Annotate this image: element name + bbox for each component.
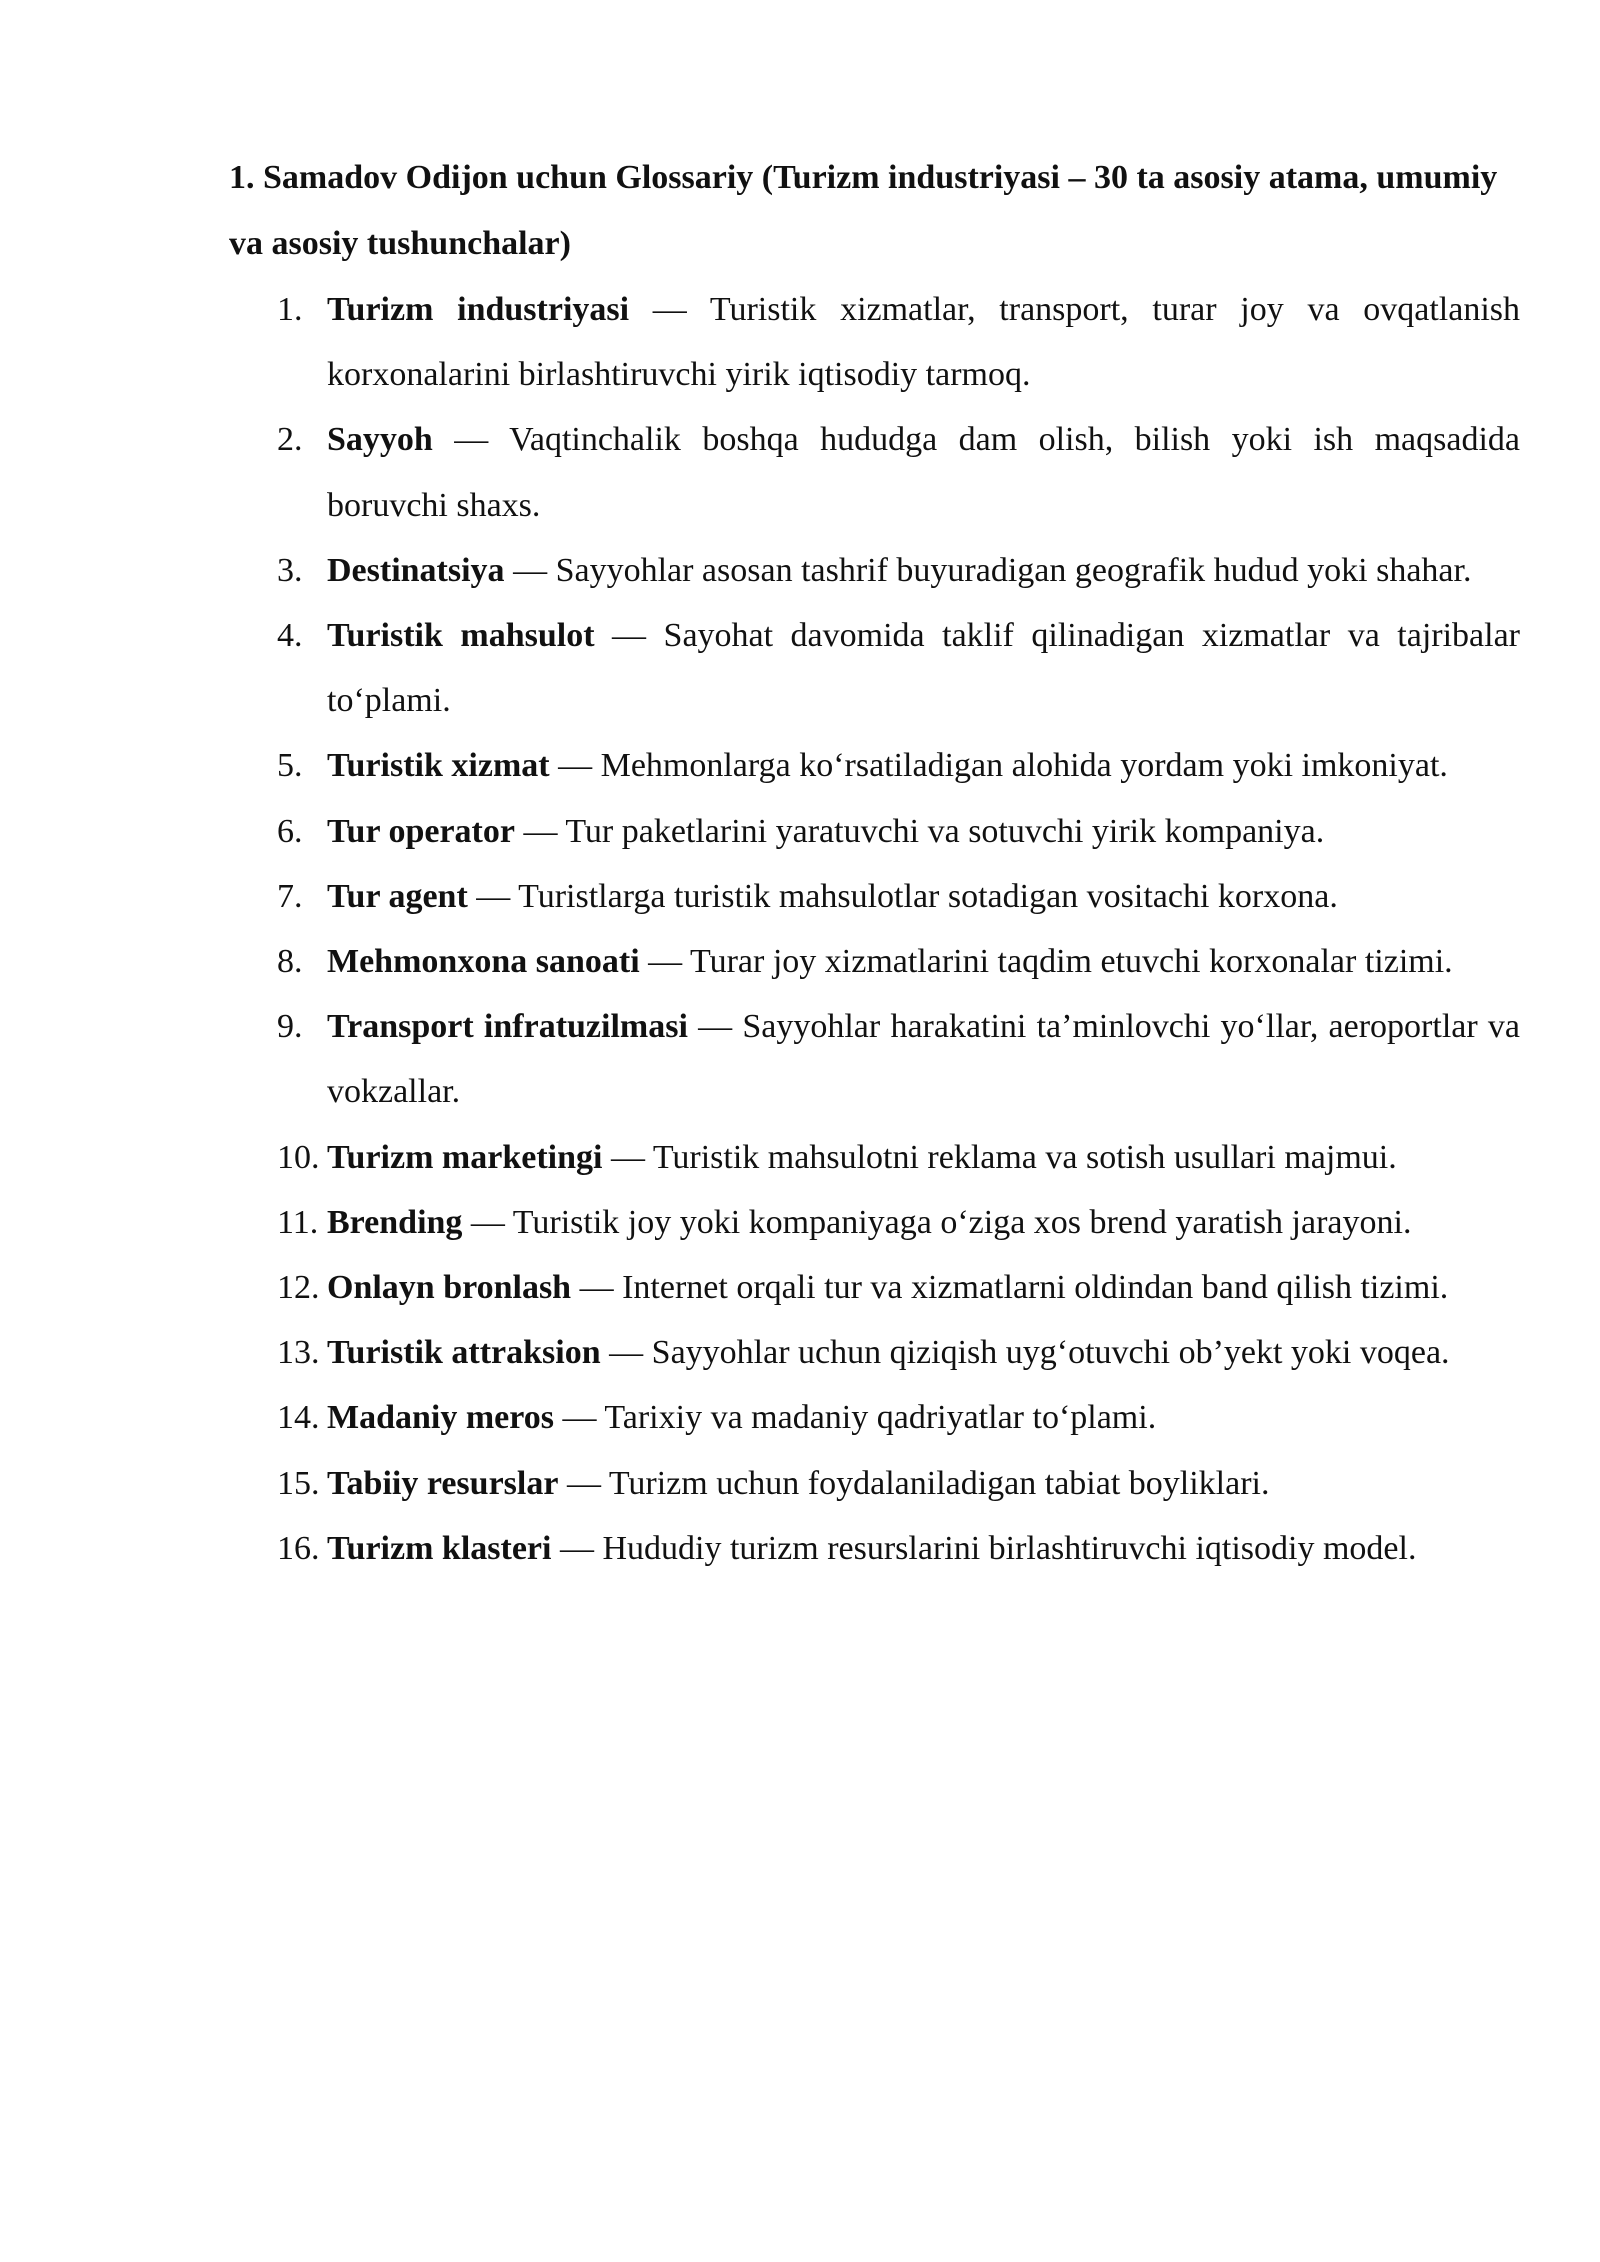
glossary-item [229, 1320, 1520, 1385]
item-term: Onlayn bronlash [327, 1269, 572, 1307]
item-number: 5. [277, 747, 303, 785]
glossary-item [229, 1385, 1520, 1450]
glossary-item [229, 1255, 1520, 1320]
item-term: Tur agent [327, 877, 468, 915]
item-definition: — Mehmonlarga ko‘rsatiladigan alohida yordam yoki imkoniyat. [549, 747, 1448, 785]
item-definition: — Turar joy xizmatlarini taqdim etuvchi korxonalar tizimi. [639, 943, 1453, 981]
item-term: Brending [327, 1203, 463, 1241]
item-number: 7. [277, 877, 303, 915]
item-number: 4. [277, 617, 303, 655]
item-definition: — Turizm uchun foydalaniladigan tabiat boyliklari. [558, 1464, 1270, 1502]
item-term: Tur operator [327, 812, 515, 850]
glossary-item [229, 1125, 1520, 1190]
item-number: 8. [277, 943, 303, 981]
item-definition: — Sayyohlar asosan tashrif buyuradigan geografik hudud yoki shahar. [504, 551, 1472, 589]
glossary-item [229, 994, 1520, 1124]
item-definition: — Internet orqali tur va xizmatlarni oldindan band qilish tizimi. [571, 1269, 1449, 1307]
item-number: 15. [277, 1464, 320, 1502]
item-number: 6. [277, 812, 303, 850]
glossary-item [229, 864, 1520, 929]
item-number: 3. [277, 551, 303, 589]
item-term: Turistik mahsulot [327, 617, 595, 655]
glossary-item [229, 538, 1520, 603]
item-definition: — Tur paketlarini yaratuvchi va sotuvchi yirik kompaniya. [514, 812, 1325, 850]
glossary-item [229, 733, 1520, 798]
item-definition: — Turistik joy yoki kompaniyaga o‘ziga xos brend yaratish jarayoni. [462, 1203, 1412, 1241]
item-term: Destinatsiya [327, 551, 505, 589]
item-number: 16. [277, 1529, 320, 1567]
item-number: 14. [277, 1399, 320, 1437]
item-definition: — Tarixiy va madaniy qadriyatlar to‘plami. [553, 1399, 1157, 1437]
item-definition: — Turistlarga turistik mahsulotlar sotadigan vositachi korxona. [467, 877, 1338, 915]
item-definition: — Vaqtinchalik boshqa hududga dam olish, bilish yoki ish maqsadida boruvchi shaxs. [327, 421, 1520, 524]
item-definition: — Hududiy turizm resurslarini birlashtiruvchi iqtisodiy model. [551, 1529, 1417, 1567]
item-term: Turizm marketingi [327, 1138, 603, 1176]
glossary-list [229, 277, 1520, 1581]
item-definition: — Sayohat davomida taklif qilinadigan xizmatlar va tajribalar to‘plami. [327, 617, 1520, 720]
item-term: Turistik attraksion [327, 1334, 601, 1372]
item-term: Turizm industriyasi [327, 291, 630, 328]
glossary-item [229, 1451, 1520, 1516]
glossary-item [229, 277, 1520, 407]
item-number: 2. [277, 421, 303, 459]
item-number: 12. [277, 1269, 320, 1307]
item-term: Mehmonxona sanoati [327, 943, 640, 981]
item-term: Turistik xizmat [327, 747, 550, 785]
glossary-item [229, 407, 1520, 537]
item-number: 11. [277, 1203, 319, 1241]
item-term: Sayyoh [327, 421, 433, 459]
item-definition: — Turistik xizmatlar, transport, turar joy va ovqatlanish korxonalarini birlashtiruvchi yirik iqtisodiy tarmoq. [327, 291, 1521, 394]
item-term: Madaniy meros [327, 1399, 554, 1437]
item-term: Turizm klasteri [327, 1529, 552, 1567]
item-number: 10. [277, 1138, 320, 1176]
item-definition: — Turistik mahsulotni reklama va sotish usullari majmui. [602, 1138, 1397, 1176]
item-number: 9. [277, 1008, 303, 1046]
glossary-heading: 1. Samadov Odijon uchun Glossariy (Turizm industriyasi – 30 ta asosiy atama, umumiy va asosiy tushunchalar) [229, 159, 1498, 262]
glossary-item [229, 603, 1520, 733]
glossary-item [229, 1190, 1520, 1255]
item-definition: — Sayyohlar harakatini ta’minlovchi yo‘llar, aeroportlar va vokzallar. [327, 1008, 1520, 1111]
item-term: Transport infratuzilmasi [327, 1008, 688, 1046]
glossary-item [229, 799, 1520, 864]
item-term: Tabiiy resurslar [327, 1464, 559, 1502]
glossary-item [229, 1516, 1520, 1581]
item-definition: — Sayyohlar uchun qiziqish uyg‘otuvchi ob’yekt yoki voqea. [600, 1334, 1450, 1372]
glossary-item [229, 929, 1520, 994]
item-number: 13. [277, 1334, 320, 1372]
item-number: 1. [277, 291, 303, 328]
